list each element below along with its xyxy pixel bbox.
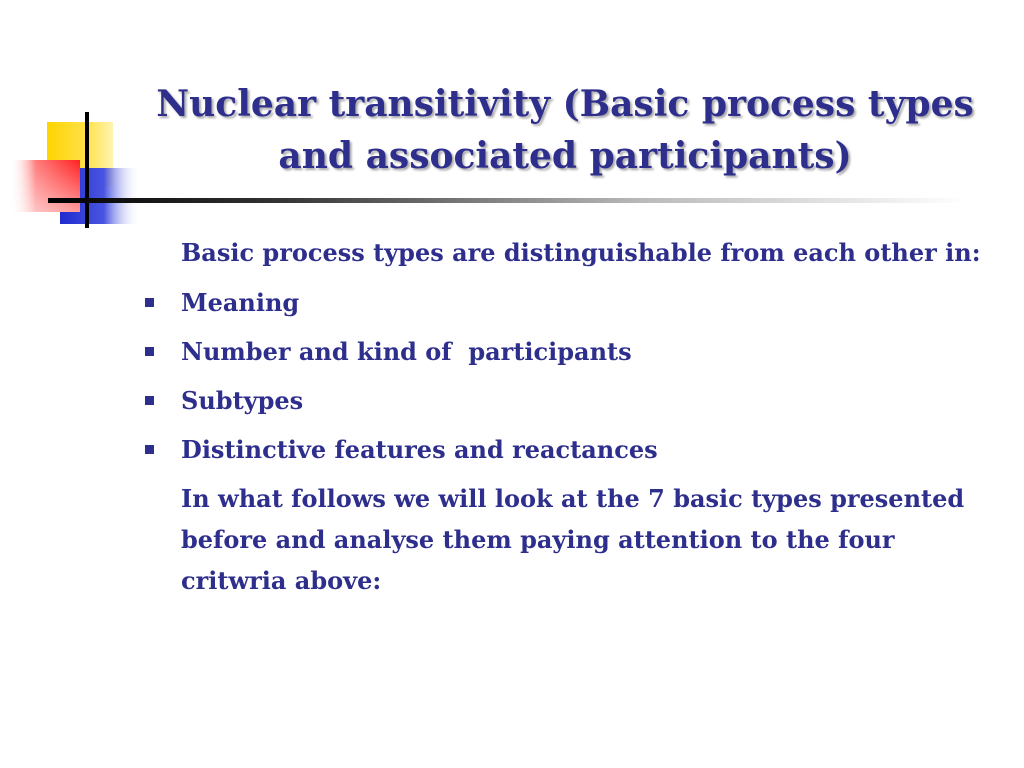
bullet-item xyxy=(181,282,991,323)
title-underline xyxy=(48,198,968,203)
vertical-line xyxy=(85,112,89,228)
intro-paragraph: Basic process types are distinguishable from each other in: xyxy=(181,238,981,267)
square-bullet-icon xyxy=(145,445,154,454)
square-bullet-icon xyxy=(145,396,154,405)
bullet-item xyxy=(181,331,991,372)
square-bullet-icon xyxy=(145,298,154,307)
bullet-label: Subtypes xyxy=(181,386,304,415)
bullet-label: Number and kind of participants xyxy=(181,337,632,366)
title-line-1: Nuclear transitivity (Basic process types xyxy=(156,83,974,125)
bullet-item xyxy=(181,380,991,421)
slide-title xyxy=(150,78,980,182)
closing-paragraph: In what follows we will look at the 7 basic types presented before and analyse them paying attention to the four critwria above: xyxy=(181,484,965,595)
title-line-2: and associated participants) xyxy=(278,135,852,177)
slide-body xyxy=(181,232,991,610)
bullet-item xyxy=(181,429,991,470)
corner-decoration xyxy=(0,0,160,240)
bullet-label: Distinctive features and reactances xyxy=(181,435,658,464)
bullet-label: Meaning xyxy=(181,288,300,317)
square-bullet-icon xyxy=(145,347,154,356)
